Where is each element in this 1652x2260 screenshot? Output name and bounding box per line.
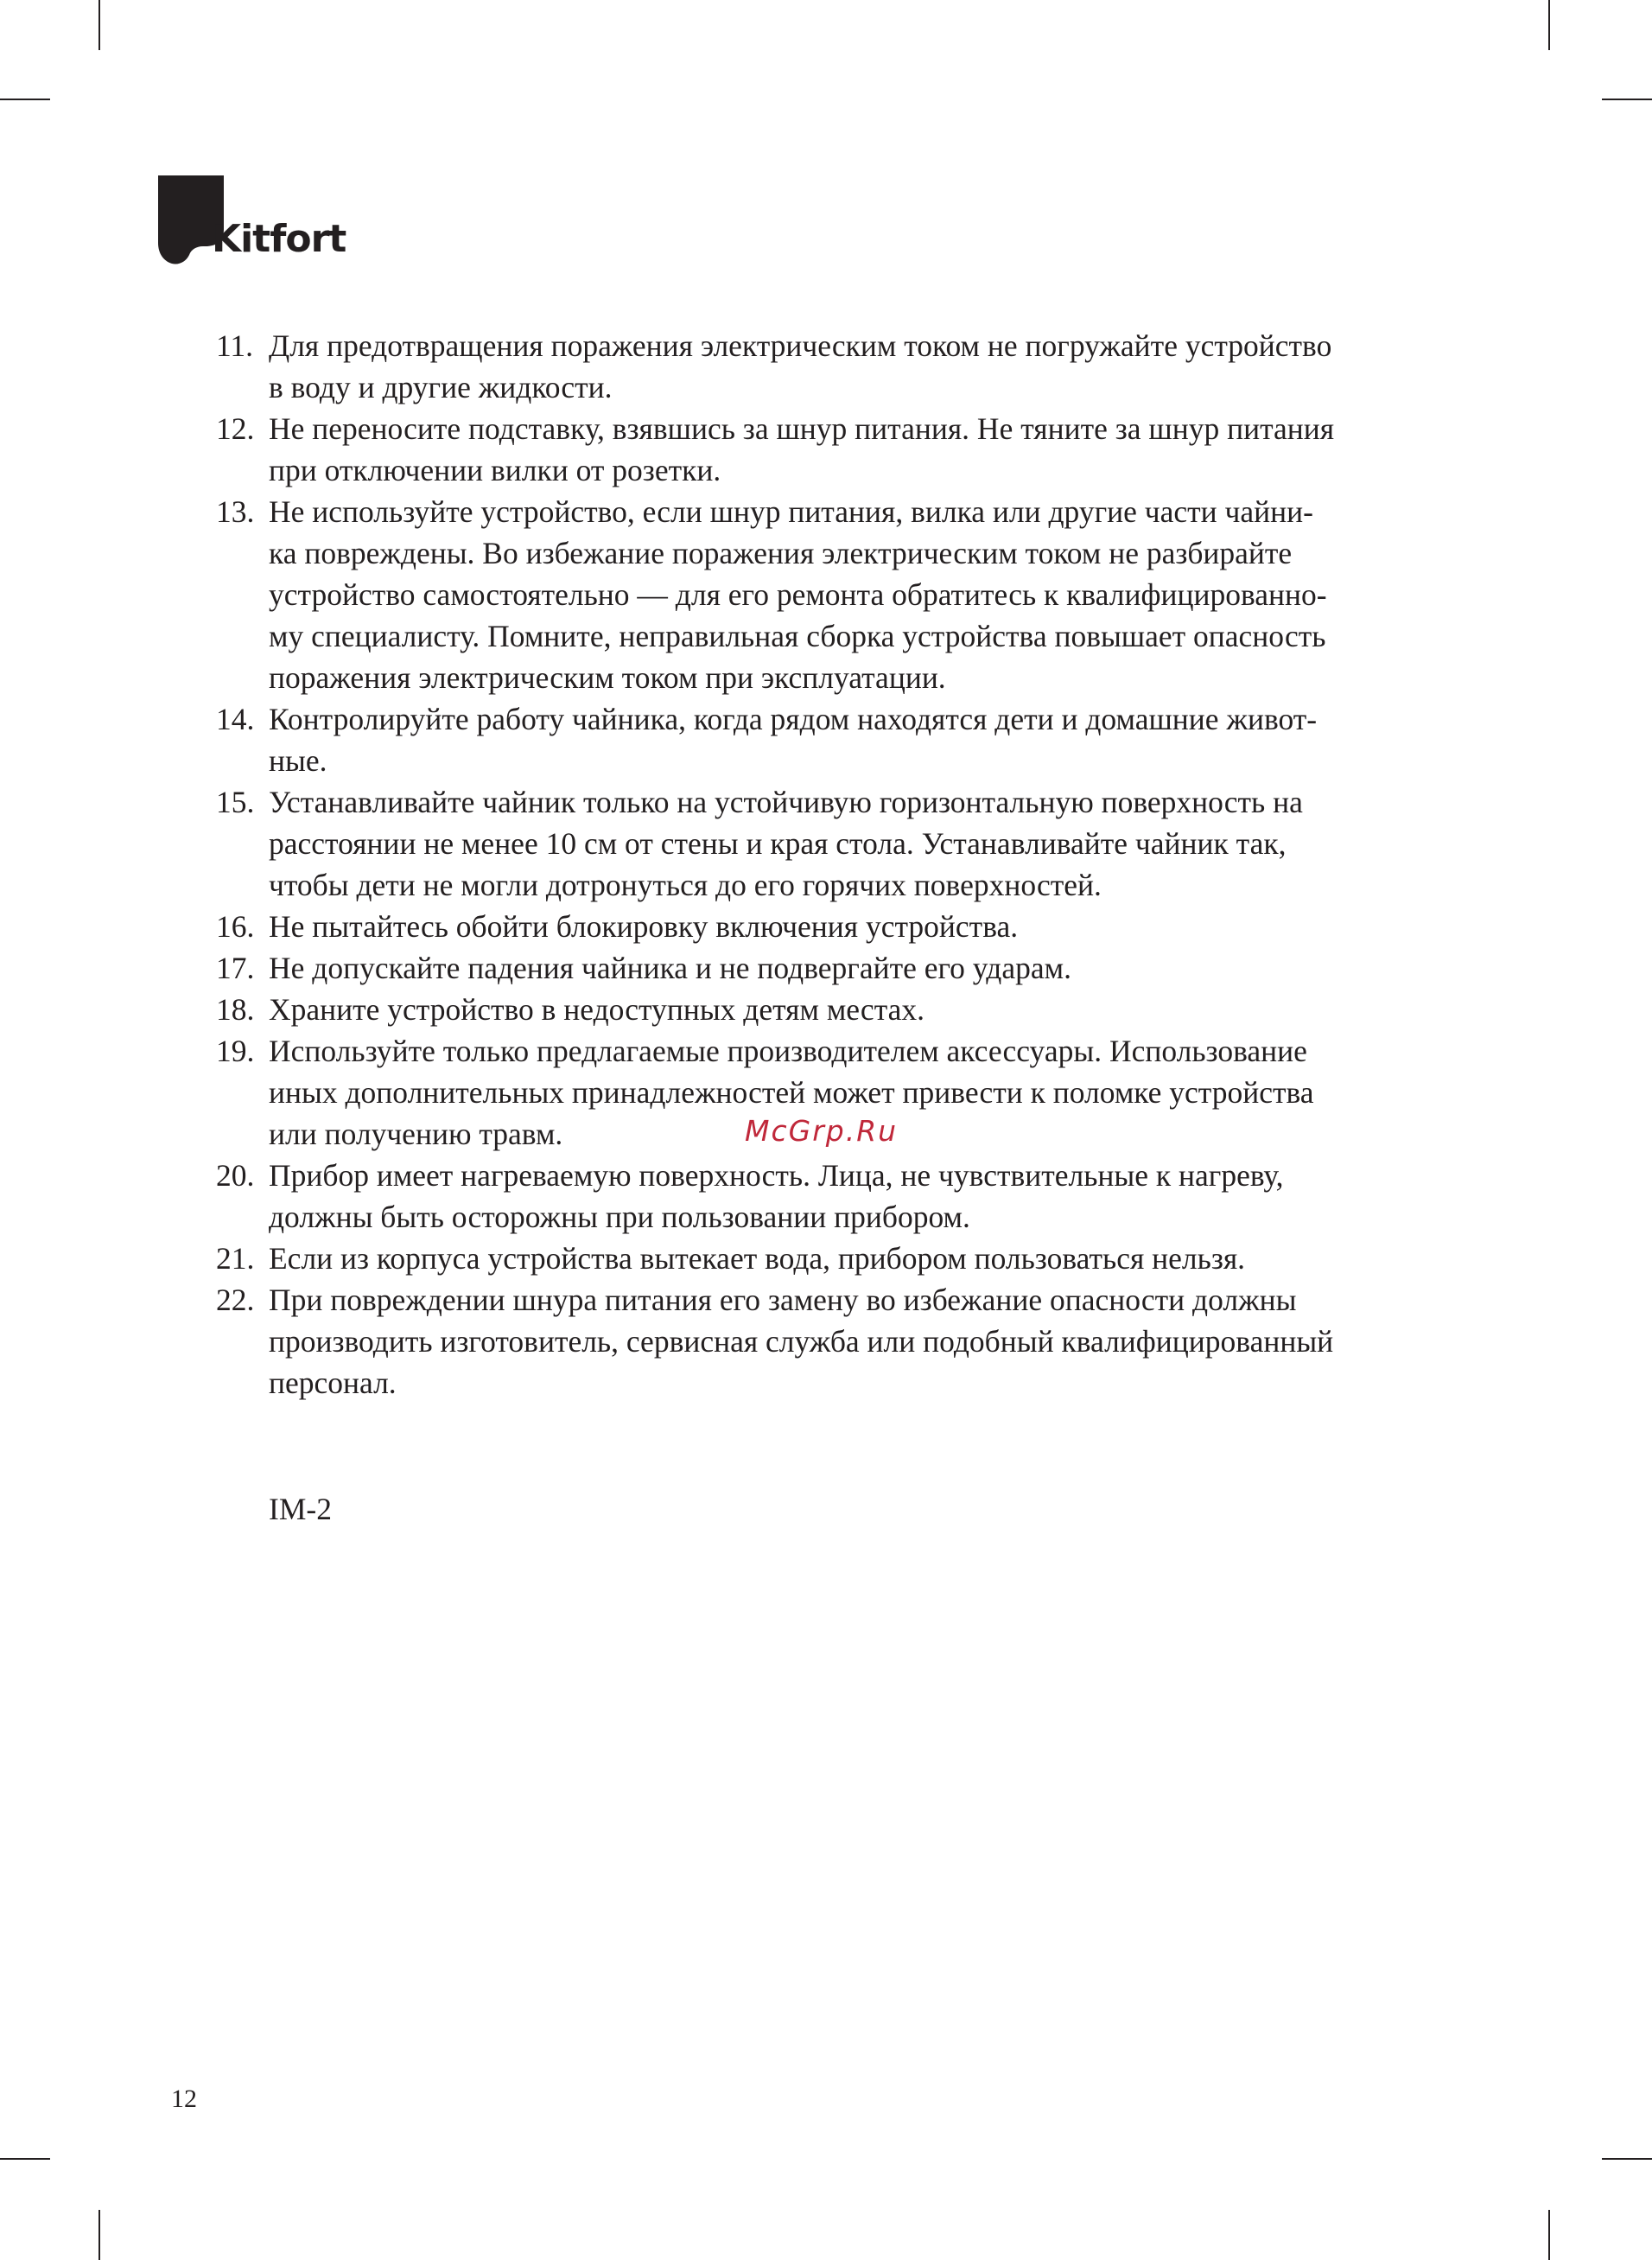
item-text: Не переносите подставку, взявшись за шнур питания. Не тяните за шнур питания при отключении вилки от розетки. [269,411,1335,487]
crop-mark-bottom-right-vertical [1548,2210,1550,2260]
list-item [216,1238,1452,1279]
crop-mark-top-right-vertical [1548,0,1550,50]
crop-mark-bottom-left-vertical [98,2210,100,2260]
watermark: McGrp.Ru [745,1114,899,1148]
item-number: 12. [216,411,255,446]
item-text: Контролируйте работу чайника, когда рядом находятся дети и домашние живот- ные. [269,702,1318,778]
list-item [216,408,1452,491]
safety-rules-list [216,325,1452,1404]
list-item [216,1279,1452,1404]
item-text: Храните устройство в недоступных детям местах. [269,992,925,1027]
list-item [216,1155,1452,1238]
kitfort-logo [158,175,346,271]
crop-mark-bottom-right-horizontal [1602,2158,1652,2160]
list-item [216,989,1452,1030]
item-number: 13. [216,494,255,529]
item-text: Не допускайте падения чайника и не подвергайте его ударам. [269,951,1071,985]
item-text: Для предотвращения поражения электрическим током не погружайте устройство в воду и другие жидкости. [269,328,1332,404]
item-number: 11. [216,328,254,363]
item-text: При повреждении шнура питания его замену во избежание опасности должны производить изготовитель, сервисная служба или подобный квалифицированный персонал. [269,1283,1334,1400]
item-text: Не используйте устройство, если шнур питания, вилка или другие части чайни- ка повреждены. Во избежание поражения электрическим током не разбирайте устройство самостоятельно — для его ремонта обратитесь к квалифицированно- му специалисту. Помните, неправильная сборка устройства повышает опасность поражения электрическим током при эксплуатации. [269,494,1327,695]
list-item [216,698,1452,781]
item-number: 17. [216,951,255,985]
list-item [216,491,1452,698]
item-number: 18. [216,992,255,1027]
page-number: 12 [171,2085,197,2113]
list-item [216,906,1452,947]
item-number: 16. [216,909,255,944]
crop-mark-bottom-left-horizontal [0,2158,50,2160]
list-item [216,325,1452,408]
item-number: 20. [216,1158,255,1193]
item-number: 14. [216,702,255,736]
model-code: IM-2 [269,1492,332,1526]
crop-mark-top-left-vertical [98,0,100,50]
list-item [216,947,1452,989]
item-number: 21. [216,1241,255,1276]
item-text: Прибор имеет нагреваемую поверхность. Лица, не чувствительные к нагреву, должны быть осторожны при пользовании прибором. [269,1158,1284,1234]
crop-mark-top-right-horizontal [1602,99,1652,100]
item-text: Если из корпуса устройства вытекает вода, прибором пользоваться нельзя. [269,1241,1246,1276]
item-number: 22. [216,1283,255,1317]
list-item [216,781,1452,906]
crop-mark-top-left-horizontal [0,99,50,100]
logo-wordmark: Kitfort [212,217,346,261]
item-number: 15. [216,785,255,819]
item-text: Устанавливайте чайник только на устойчивую горизонтальную поверхность на расстоянии не менее 10 см от стены и края стола. Устанавливайте чайник так, чтобы дети не могли дотронуться до его горячих поверхностей. [269,785,1303,902]
item-number: 19. [216,1034,255,1068]
item-text: Используйте только предлагаемые производителем аксессуары. Использование иных дополнительных принадлежностей может привести к поломке устройства или получению травм. [269,1034,1314,1151]
item-text: Не пытайтесь обойти блокировку включения устройства. [269,909,1019,944]
